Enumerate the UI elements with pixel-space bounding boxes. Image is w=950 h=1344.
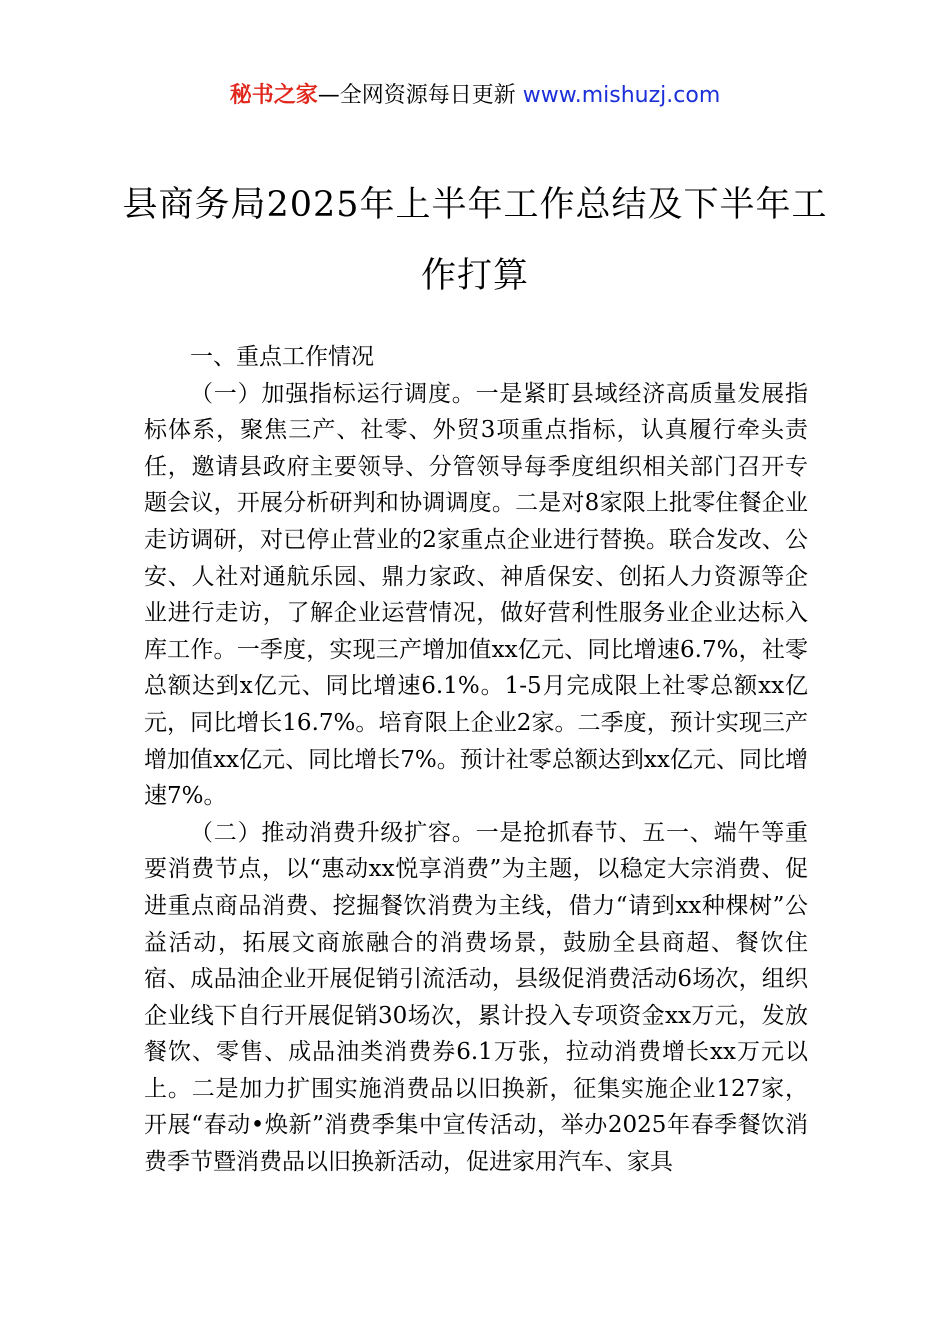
body-paragraph-1: （一）加强指标运行调度。一是紧盯县域经济高质量发展指标体系，聚焦三产、社零、外贸3项重点指标，认真履行牵头责任，邀请县政府主要领导、分管领导每季度组织相关部门召开专题会议，开展分析研判和协调调度。二是对8家限上批零住餐企业走访调研，对已停止营业的2家重点企业进行替换。联合发改、公安、人社对通航乐园、鼎力家政、神盾保安、创拓人力资源等企业进行走访，了解企业运营情况，做好营利性服务业企业达标入库工作。一季度，实现三产增加值xx亿元、同比增速6.7%，社零总额达到x亿元、同比增速6.1%。1-5月完成限上社零总额xx亿元，同比增长16.7%。培育限上企业2家。二季度，预计实现三产增加值xx亿元、同比增长7%。预计社零总额达到xx亿元、同比增速7%。 xyxy=(144,380,808,810)
header-tagline: —全网资源每日更新 xyxy=(317,83,523,108)
body-paragraph-2: （二）推动消费升级扩容。一是抢抓春节、五一、端午等重要消费节点，以“惠动xx悦享消费”为主题，以稳定大宗消费、促进重点商品消费、挖掘餐饮消费为主线，借力“请到xx种棵树”公益活动，拓展文商旅融合的消费场景，鼓励全县商超、餐饮住宿、成品油企业开展促销引流活动，县级促消费活动6场次，组织企业线下自行开展促销30场次，累计投入专项资金xx万元，发放餐饮、零售、成品油类消费券6.1万张，拉动消费增长xx万元以上。二是加力扩围实施消费品以旧换新，征集实施企业127家，开展“春动•焕新”消费季集中宣传活动，举办2025年春季餐饮消费季节暨消费品以旧换新活动，促进家用汽车、家具 xyxy=(144,819,808,1176)
site-header xyxy=(0,80,950,112)
section-heading: 一、重点工作情况 xyxy=(190,344,374,370)
document-body xyxy=(144,339,808,1181)
website-link[interactable]: www.mishuzj.com xyxy=(522,83,721,108)
brand-name: 秘书之家 xyxy=(229,83,318,108)
document-title: 县商务局2025年上半年工作总结及下半年工作打算 xyxy=(122,185,828,296)
